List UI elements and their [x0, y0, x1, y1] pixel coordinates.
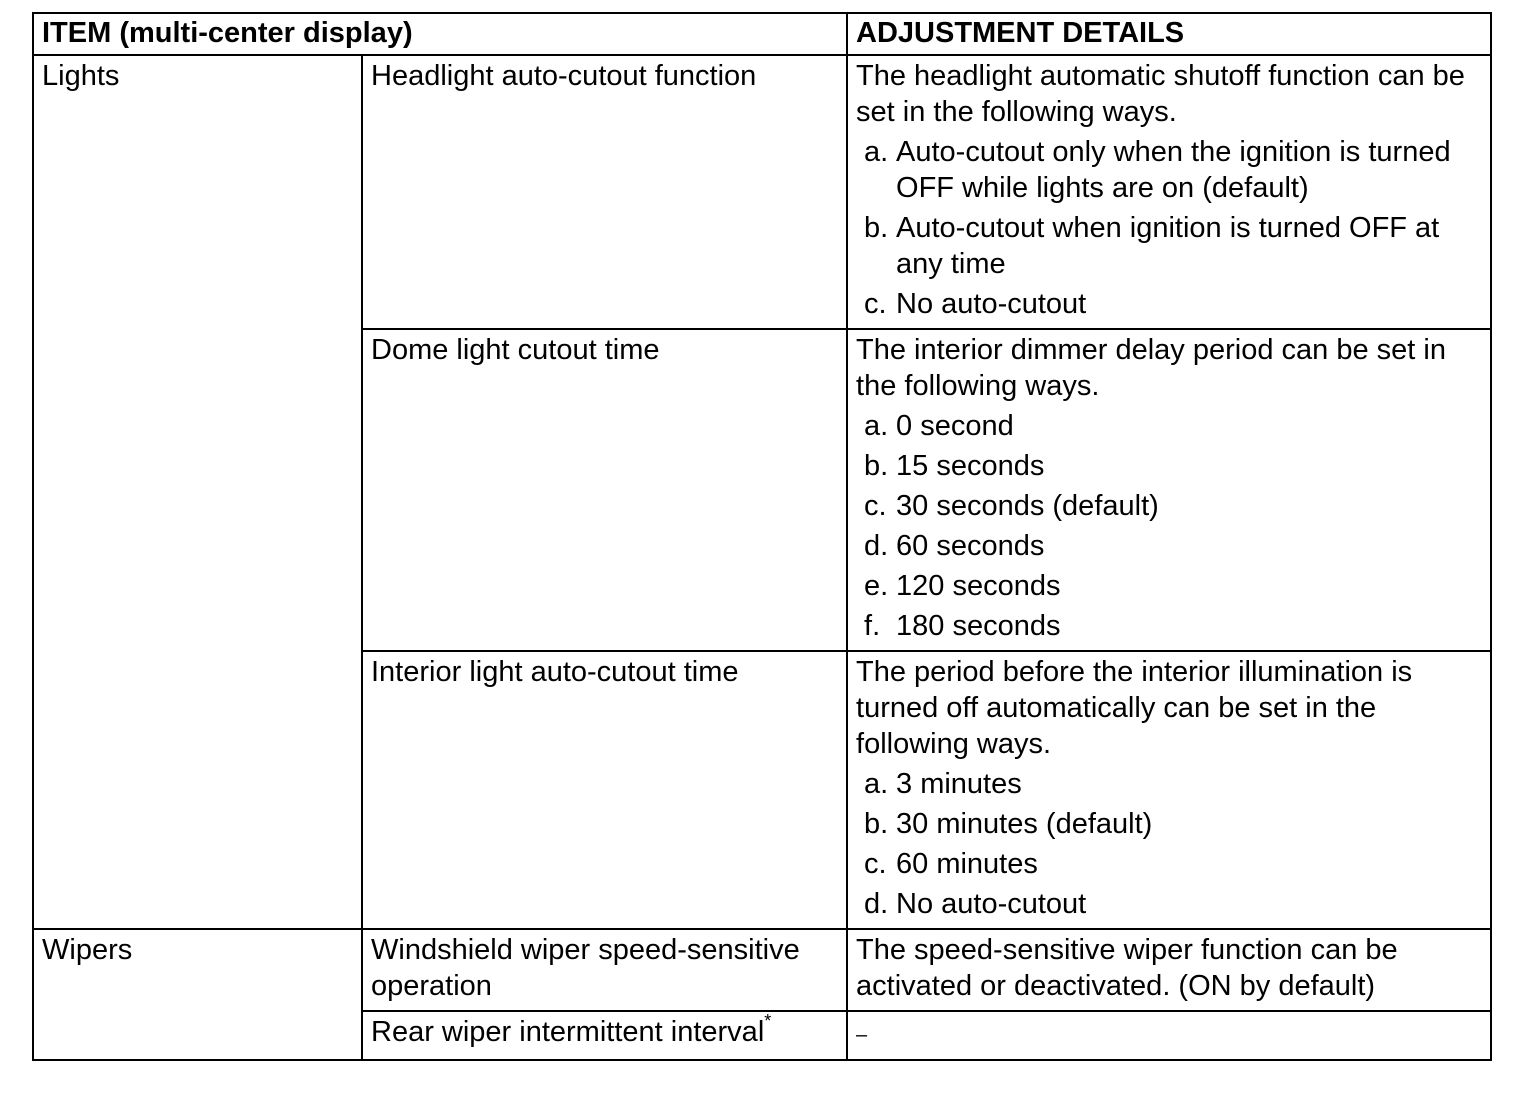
item-headlight-auto-cutout: Headlight auto-cutout function: [362, 55, 847, 329]
list-item: [856, 806, 1482, 842]
option-marker: c.: [864, 490, 887, 522]
details-intro: The interior dimmer delay period can be set in the following ways.: [856, 334, 1446, 402]
table-row-headlight: [33, 55, 1491, 329]
option-text: 60 minutes: [896, 848, 1038, 880]
option-marker: b.: [864, 212, 889, 244]
option-text: 3 minutes: [896, 768, 1022, 800]
list-item: [856, 528, 1482, 564]
list-item: [856, 408, 1482, 444]
table-row-windshield: [33, 929, 1491, 1011]
list-item: [856, 766, 1482, 802]
option-marker: f.: [864, 610, 881, 642]
footnote-mark: *: [764, 1011, 772, 1031]
item-rear-wiper: [362, 1011, 847, 1060]
option-text: 0 second: [896, 410, 1014, 442]
option-marker: d.: [864, 530, 889, 562]
list-item: [856, 488, 1482, 524]
item-interior-light-cutout: Interior light auto-cutout time: [362, 651, 847, 929]
group-lights: Lights: [33, 55, 362, 929]
item-rear-wiper-label: Rear wiper intermittent interval: [371, 1016, 765, 1048]
option-marker: a.: [864, 768, 889, 800]
option-text: 15 seconds: [896, 450, 1045, 482]
options-list: [856, 766, 1482, 922]
list-item: [856, 448, 1482, 484]
list-item: [856, 286, 1482, 322]
option-marker: b.: [864, 808, 889, 840]
option-marker: d.: [864, 888, 889, 920]
option-text: 180 seconds: [896, 610, 1061, 642]
options-list: [856, 408, 1482, 644]
option-marker: a.: [864, 410, 889, 442]
option-text: 30 minutes (default): [896, 808, 1153, 840]
details-dome-light-cutout: [847, 329, 1491, 651]
details-intro: The period before the interior illumination is turned off automatically can be set in the following ways.: [856, 656, 1413, 760]
option-marker: b.: [864, 450, 889, 482]
details-headlight-auto-cutout: [847, 55, 1491, 329]
option-marker: c.: [864, 848, 887, 880]
details-interior-light-cutout: [847, 651, 1491, 929]
option-text: Auto-cutout when ignition is turned OFF at any time: [896, 212, 1440, 280]
details-intro: The headlight automatic shutoff function can be set in the following ways.: [856, 60, 1465, 128]
empty-value-dash: –: [856, 1024, 868, 1046]
table-header-row: [33, 13, 1491, 55]
item-dome-light-cutout: Dome light cutout time: [362, 329, 847, 651]
option-text: 30 seconds (default): [896, 490, 1159, 522]
option-marker: a.: [864, 136, 889, 168]
list-item: [856, 210, 1482, 282]
option-marker: e.: [864, 570, 889, 602]
option-text: Auto-cutout only when the ignition is turned OFF while lights are on (default): [896, 136, 1451, 204]
list-item: [856, 886, 1482, 922]
details-rear-wiper: [847, 1011, 1491, 1060]
header-item: ITEM (multi-center display): [33, 13, 847, 55]
options-list: [856, 134, 1482, 322]
list-item: [856, 846, 1482, 882]
group-wipers: Wipers: [33, 929, 362, 1060]
list-item: [856, 134, 1482, 206]
item-windshield-wiper: Windshield wiper speed-sensitive operation: [362, 929, 847, 1011]
adjustment-table: [32, 12, 1492, 1061]
option-text: 120 seconds: [896, 570, 1061, 602]
list-item: [856, 568, 1482, 604]
details-windshield-wiper: The speed-sensitive wiper function can be activated or deactivated. (ON by default): [847, 929, 1491, 1011]
option-text: No auto-cutout: [896, 288, 1087, 320]
header-details: ADJUSTMENT DETAILS: [847, 13, 1491, 55]
option-text: 60 seconds: [896, 530, 1045, 562]
option-marker: c.: [864, 288, 887, 320]
list-item: [856, 608, 1482, 644]
option-text: No auto-cutout: [896, 888, 1087, 920]
